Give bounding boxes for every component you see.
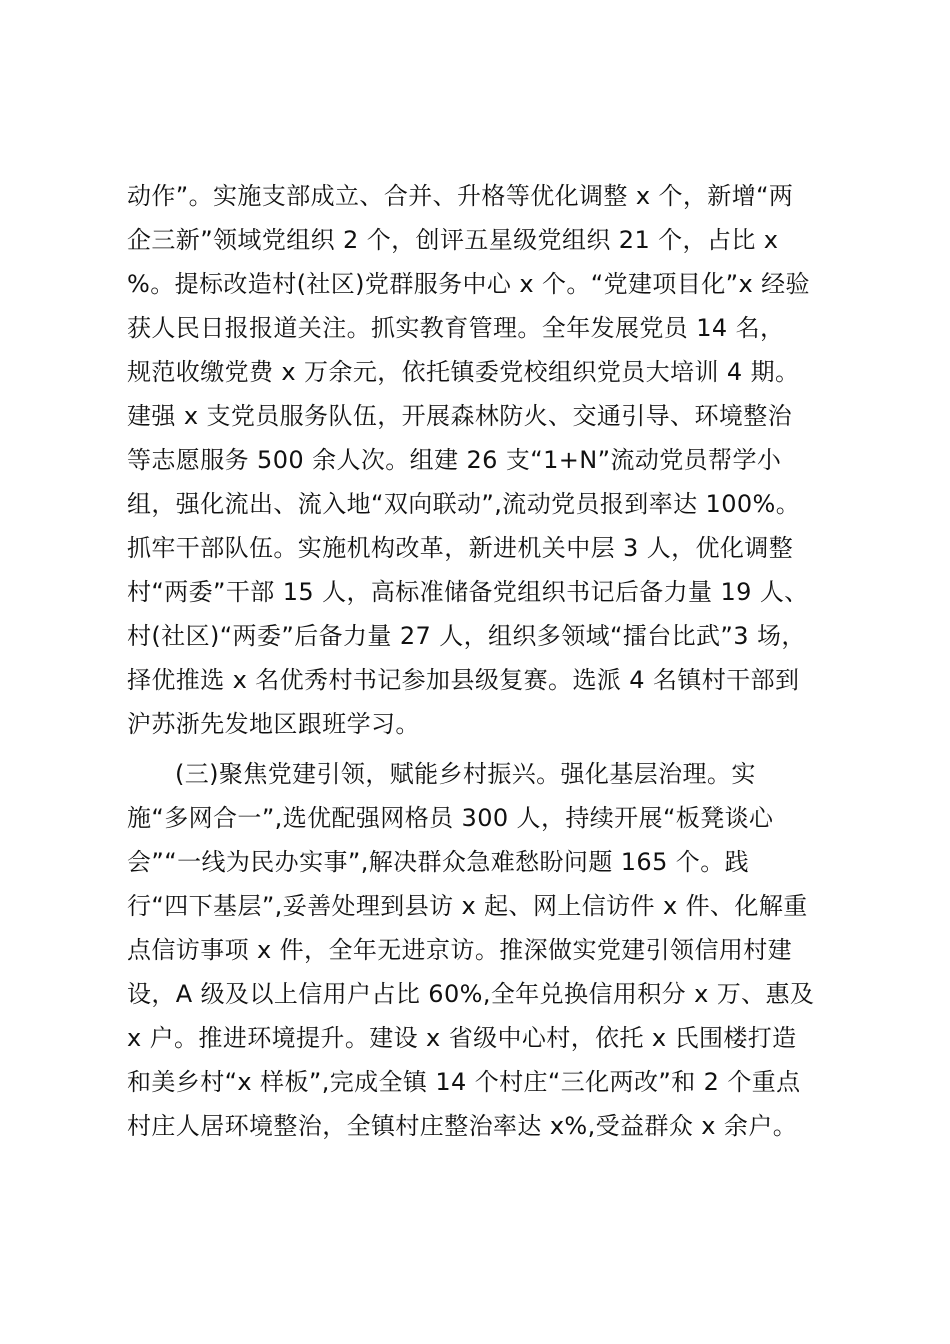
text-line: 择优推选 x 名优秀村书记参加县级复赛。选派 4 名镇村干部到: [127, 666, 800, 694]
text-line: 会”“一线为民办实事”,解决群众急难愁盼问题 165 个。践: [127, 848, 749, 876]
text-line: 点信访事项 x 件，全年无进京访。推深做实党建引领信用村建: [127, 936, 793, 964]
section-heading-line: (三)聚焦党建引领，赋能乡村振兴。强化基层治理。实: [175, 760, 756, 788]
text-line: 动作”。实施支部成立、合并、升格等优化调整 x 个，新增“两: [127, 182, 794, 210]
text-line: 村(社区)“两委”后备力量 27 人，组织多领域“擂台比武”3 场，: [127, 622, 806, 650]
text-line: 等志愿服务 500 余人次。组建 26 支“1+N”流动党员帮学小: [127, 446, 782, 474]
text-line: 村庄人居环境整治，全镇村庄整治率达 x%,受益群众 x 余户。: [127, 1112, 798, 1140]
text-line: 获人民日报报道关注。抓实教育管理。全年发展党员 14 名，: [127, 314, 785, 342]
text-line: %。提标改造村(社区)党群服务中心 x 个。“党建项目化”x 经验: [127, 270, 810, 298]
text-line: 施“多网合一”,选优配强网格员 300 人，持续开展“板凳谈心: [127, 804, 774, 832]
text-line: 组，强化流出、流入地“双向联动”,流动党员报到率达 100%。: [127, 490, 801, 518]
text-line: x 户。推进环境提升。建设 x 省级中心村，依托 x 氏围楼打造: [127, 1024, 797, 1052]
text-line: 抓牢干部队伍。实施机构改革，新进机关中层 3 人，优化调整: [127, 534, 794, 562]
text-line: 村“两委”干部 15 人，高标准储备党组织书记后备力量 19 人、: [127, 578, 809, 606]
text-line: 和美乡村“x 样板”,完成全镇 14 个村庄“三化两改”和 2 个重点: [127, 1068, 801, 1096]
text-line: 设，A 级及以上信用户占比 60%,全年兑换信用积分 x 万、惠及: [127, 980, 815, 1008]
text-line: 行“四下基层”,妥善处理到县访 x 起、网上信访件 x 件、化解重: [127, 892, 808, 920]
text-line: 沪苏浙先发地区跟班学习。: [127, 710, 420, 738]
text-line: 规范收缴党费 x 万余元，依托镇委党校组织党员大培训 4 期。: [127, 358, 800, 386]
text-line: 建强 x 支党员服务队伍，开展森林防火、交通引导、环境整治: [127, 402, 793, 430]
text-line: 企三新”领域党组织 2 个，创评五星级党组织 21 个，占比 x: [127, 226, 779, 254]
